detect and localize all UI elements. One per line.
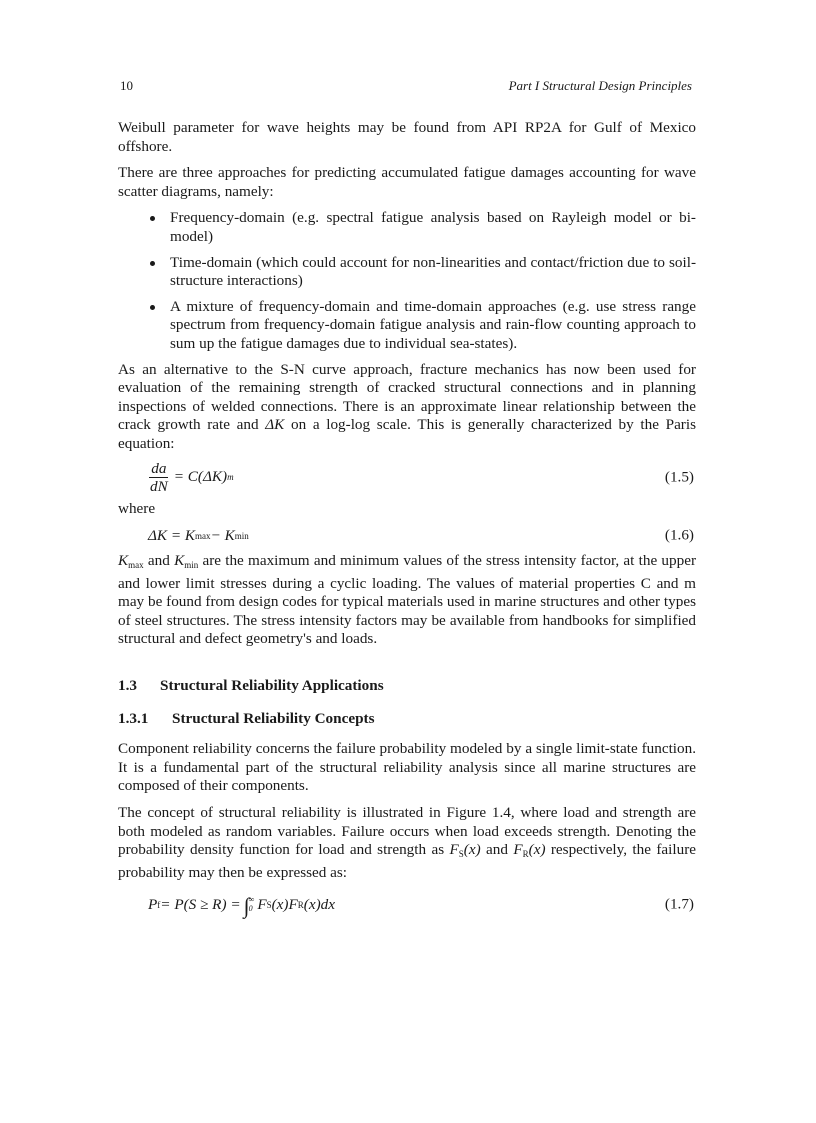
s-subscript: S bbox=[458, 849, 464, 860]
list-item bbox=[118, 209, 696, 246]
fracture-text-b: on a log-log scale. This is generally characterized by the Paris equation: bbox=[118, 416, 696, 452]
integral-sign: ∫ bbox=[243, 893, 250, 919]
section-title: Structural Reliability Applications bbox=[160, 677, 384, 695]
subsection-heading bbox=[118, 710, 696, 729]
paragraph-reliability-concept bbox=[118, 804, 696, 882]
page-number: 10 bbox=[120, 78, 133, 93]
equation-subscript-f: f bbox=[157, 900, 161, 911]
k-symbol: K bbox=[118, 552, 129, 570]
equation-lhs: ΔK = K bbox=[148, 526, 196, 544]
list-item-text: Frequency-domain (e.g. spectral fatigue analysis based on Rayleigh model or bi-model) bbox=[170, 209, 696, 245]
body-text bbox=[118, 119, 696, 924]
fraction bbox=[148, 460, 170, 495]
equation-number: (1.7) bbox=[664, 896, 694, 914]
integrand-end: (x)dx bbox=[303, 896, 335, 914]
k-min-subscript: min bbox=[184, 560, 199, 571]
delta-k-symbol: ΔK bbox=[265, 416, 285, 434]
equation-subscript-max: max bbox=[195, 530, 211, 541]
integrand-f: F bbox=[257, 896, 267, 914]
concept-text-a: The concept of structural reliability is illustrated in Figure 1.4, where load and strength are both modeled as random variables. Failure occurs when load exceeds strength. Denoting the probability density function for load and strength as bbox=[118, 804, 696, 859]
k-max-subscript: max bbox=[128, 560, 144, 571]
approaches-list bbox=[118, 209, 696, 353]
concept-text-b: respectively, the failure probability may then be expressed as: bbox=[118, 841, 696, 881]
x-argument: (x) bbox=[463, 841, 481, 859]
integrand-subscript-s: S bbox=[266, 900, 272, 911]
equation-rhs: = C(ΔK) bbox=[173, 468, 228, 486]
paragraph-where: where bbox=[118, 499, 156, 517]
list-item-text: A mixture of frequency-domain and time-domain approaches (e.g. use stress range spectrum from frequency-domain fatigue analysis and rain-flow counting approach to sum up the fatigue damages due to individual sea-states). bbox=[170, 297, 696, 352]
x-argument: (x) bbox=[528, 841, 546, 859]
fraction-numerator: da bbox=[151, 460, 167, 477]
equation-subscript-min: min bbox=[234, 530, 249, 541]
section-heading bbox=[118, 677, 696, 696]
paragraph-k-definitions bbox=[118, 552, 696, 649]
part-title: Part I Structural Design Principles bbox=[508, 78, 692, 93]
paragraph-fracture-mechanics bbox=[118, 361, 696, 454]
section-number: 1.3 bbox=[118, 677, 137, 695]
equation-number: (1.6) bbox=[664, 526, 694, 544]
bullet-icon bbox=[150, 305, 155, 310]
r-subscript: R bbox=[522, 849, 529, 860]
integral-limits bbox=[249, 895, 255, 913]
subsection-title: Structural Reliability Concepts bbox=[172, 709, 375, 727]
integral-upper-limit: ∞ bbox=[248, 895, 255, 905]
bullet-icon bbox=[150, 216, 155, 221]
integral-lower-limit: 0 bbox=[248, 904, 253, 914]
equation-minus-term: − K bbox=[210, 526, 235, 544]
kmin-description: are the maximum and minimum values of the stress intensity factor, at the upper and lower limit stresses during a cyclic loading. The values of material properties C and m may be found from design codes for typical materials used in marine structures and other types of steel structures. The stress intensity factors may be available from handbooks for simplified structural and defect geometry's and loads. bbox=[118, 552, 697, 648]
concept-and-text: and bbox=[480, 841, 514, 859]
equation-1-7 bbox=[118, 888, 696, 922]
equation-exponent: m bbox=[227, 472, 234, 483]
list-item-text: Time-domain (which could account for non-linearities and contact/friction due to soil-structure interactions) bbox=[170, 253, 696, 290]
fracture-text-a: As an alternative to the S-N curve approach, fracture mechanics has now been used for evaluation of the remaining strength of cracked structural connections and in planning inspections of welded connections. There is an approximate linear relationship between the crack growth rate and bbox=[118, 360, 696, 434]
equation-number: (1.5) bbox=[664, 468, 694, 486]
list-item bbox=[118, 298, 696, 354]
integrand-middle: (x)F bbox=[271, 896, 298, 914]
bullet-icon bbox=[150, 261, 155, 266]
paragraph-approaches-intro: There are three approaches for predicting accumulated fatigue damages accounting for wave scatter diagrams, namely: bbox=[118, 164, 696, 200]
f-symbol: F bbox=[449, 841, 459, 859]
equation-p: P bbox=[148, 896, 158, 914]
subsection-number: 1.3.1 bbox=[118, 709, 149, 727]
fraction-denominator: dN bbox=[150, 478, 168, 495]
list-item bbox=[118, 254, 696, 291]
integrand-subscript-r: R bbox=[297, 900, 304, 911]
equation-probability: = P(S ≥ R) = bbox=[160, 896, 241, 914]
equation-1-6 bbox=[118, 522, 696, 550]
kmax-and-text: and bbox=[143, 552, 175, 570]
paragraph-component-reliability: Component reliability concerns the failure probability modeled by a single limit-state function. It is a fundamental part of the structural reliability analysis since all marine structures are composed of their components. bbox=[118, 740, 696, 795]
paragraph-weibull: Weibull parameter for wave heights may be found from API RP2A for Gulf of Mexico offshore. bbox=[118, 119, 696, 155]
running-header bbox=[120, 78, 692, 96]
equation-1-5 bbox=[118, 458, 696, 498]
k-symbol: K bbox=[174, 552, 185, 570]
f-symbol: F bbox=[513, 841, 523, 859]
